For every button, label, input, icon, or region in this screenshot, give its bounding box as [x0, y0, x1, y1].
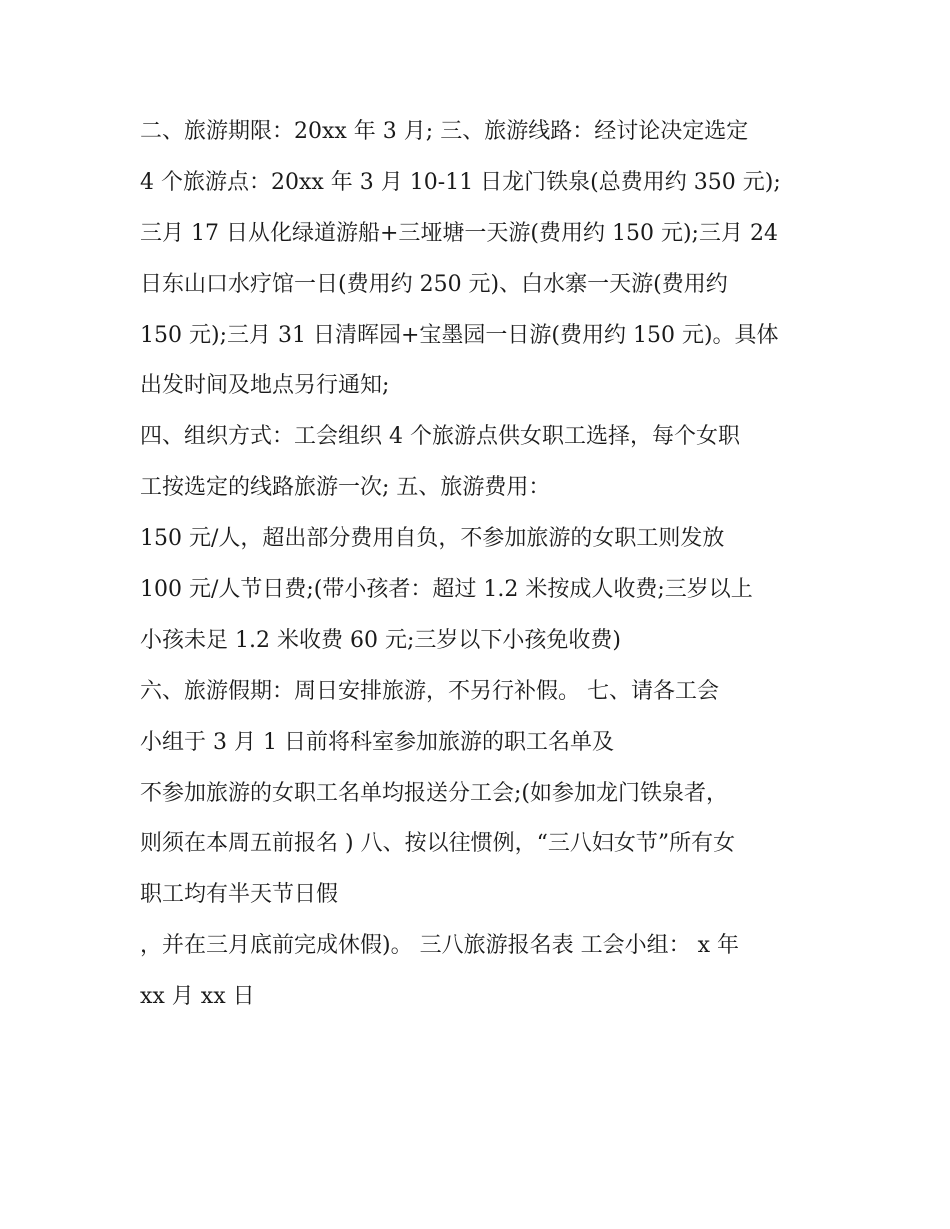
text-line: 小组于 3 月 1 日前将科室参加旅游的职工名单及: [140, 729, 614, 755]
text-line: 则须在本周五前报名 ) 八、按以往惯例，“三八妇女节”所有女: [140, 831, 736, 857]
text-line: 四、组织方式：工会组织 4 个旅游点供女职工选择，每个女职: [140, 424, 740, 450]
text-line: 小孩未足 1.2 米收费 60 元;三岁以下小孩免收费): [140, 627, 621, 653]
text-line: 出发时间及地点另行通知;: [140, 373, 390, 399]
text-line: 三月 17 日从化绿道游船+三垭塘一天游(费用约 150 元);三月 24: [140, 220, 778, 246]
text-line: 六、旅游假期：周日安排旅游，不另行补假。 七、请各工会: [140, 678, 719, 704]
text-line: 100 元/人节日费;(带小孩者：超过 1.2 米按成人收费;三岁以上: [140, 577, 753, 603]
text-line: 150 元/人，超出部分费用自负，不参加旅游的女职工则发放: [140, 526, 725, 552]
text-line: xx 月 xx 日: [140, 984, 255, 1010]
text-line: 工按选定的线路旅游一次; 五、旅游费用：: [140, 475, 551, 501]
text-line: 4 个旅游点：20xx 年 3 月 10-11 日龙门铁泉(总费用约 350 元);: [140, 169, 781, 195]
text-line: ，并在三月底前完成休假)。 三八旅游报名表 工会小组： x 年: [140, 933, 739, 959]
document-body: [140, 107, 820, 1023]
text-line: 职工均有半天节日假: [140, 882, 339, 908]
text-line: 不参加旅游的女职工名单均报送分工会;(如参加龙门铁泉者，: [140, 780, 728, 806]
text-line: 二、旅游期限：20xx 年 3 月; 三、旅游线路：经讨论决定选定: [140, 119, 749, 144]
text-line: 150 元);三月 31 日清晖园+宝墨园一日游(费用约 150 元)。具体: [140, 322, 779, 348]
text-line: 日东山口水疗馆一日(费用约 250 元)、白水寨一天游(费用约: [140, 271, 728, 297]
